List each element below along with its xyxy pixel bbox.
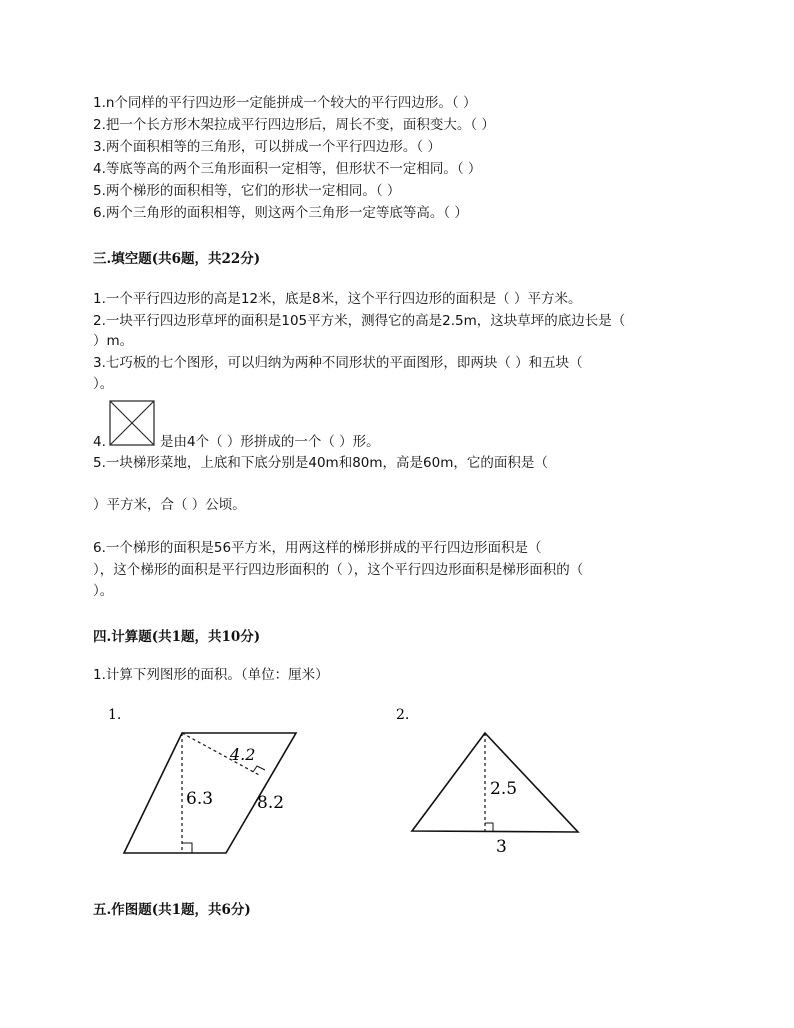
fill-q5-line1: 5.一块梯形菜地，上底和下底分别是40m和80m，高是60m，它的面积是（	[93, 455, 548, 471]
fill-q4-number: 4.	[93, 434, 106, 450]
fill-q6-line1: 6.一个梯形的面积是56平方米，用两这样的梯形拼成的平行四边形面积是（	[93, 540, 542, 556]
triangle-figure	[390, 700, 590, 860]
judge-item-3: 3.两个面积相等的三角形，可以拼成一个平行四边形。（ ）	[93, 139, 441, 155]
section4-heading: 四.计算题(共1题，共10分)	[93, 629, 261, 645]
square-diagonals-figure	[109, 400, 155, 446]
parallelogram-figure	[100, 700, 320, 860]
judge-item-6: 6.两个三角形的面积相等，则这两个三角形一定等底等高。（ ）	[93, 205, 468, 221]
figure2-label: 2.	[396, 707, 410, 723]
calc-q1: 1.计算下列图形的面积。（单位：厘米）	[93, 667, 329, 683]
triangle-height-label: 2.5	[490, 779, 518, 799]
fill-q6-line3: ）。	[93, 583, 114, 599]
judge-item-2: 2.把一个长方形木架拉成平行四边形后，周长不变，面积变大。（ ）	[93, 117, 495, 133]
fill-q2-line2: ）m。	[93, 333, 134, 349]
dash-length-label: 4.2	[230, 745, 256, 764]
judge-item-5: 5.两个梯形的面积相等，它们的形状一定相同。（ ）	[93, 183, 401, 199]
fill-q5-line2: ）平方米，合（ ）公顷。	[93, 497, 246, 513]
judge-item-1: 1.n个同样的平行四边形一定能拼成一个较大的平行四边形。（ ）	[93, 95, 477, 111]
fill-q6-line2: ），这个梯形的面积是平行四边形面积的（ ），这个平行四边形面积是梯形面积的（	[93, 562, 584, 578]
height-label: 6.3	[186, 789, 214, 809]
fill-q2-line1: 2.一块平行四边形草坪的面积是105平方米，测得它的高是2.5m，这块草坪的底边长是（	[93, 313, 626, 329]
fill-q3-line2: ）。	[93, 376, 114, 392]
figure1-label: 1.	[108, 707, 122, 723]
section5-heading: 五.作图题(共1题，共6分)	[93, 902, 251, 918]
fill-q1: 1.一个平行四边形的高是12米，底是8米，这个平行四边形的面积是（ ）平方米。	[93, 291, 582, 307]
judge-item-4: 4.等底等高的两个三角形面积一定相等，但形状不一定相同。（ ）	[93, 161, 482, 177]
side-length-label: 8.2	[257, 793, 285, 813]
fill-q3-line1: 3.七巧板的七个图形，可以归纳为两种不同形状的平面图形，即两块（ ）和五块（	[93, 355, 583, 371]
section3-heading: 三.填空题(共6题，共22分)	[93, 251, 261, 267]
triangle-base-label: 3	[496, 837, 507, 857]
fill-q4-text: 是由4个（ ）形拼成的一个（ ）形。	[160, 434, 380, 450]
